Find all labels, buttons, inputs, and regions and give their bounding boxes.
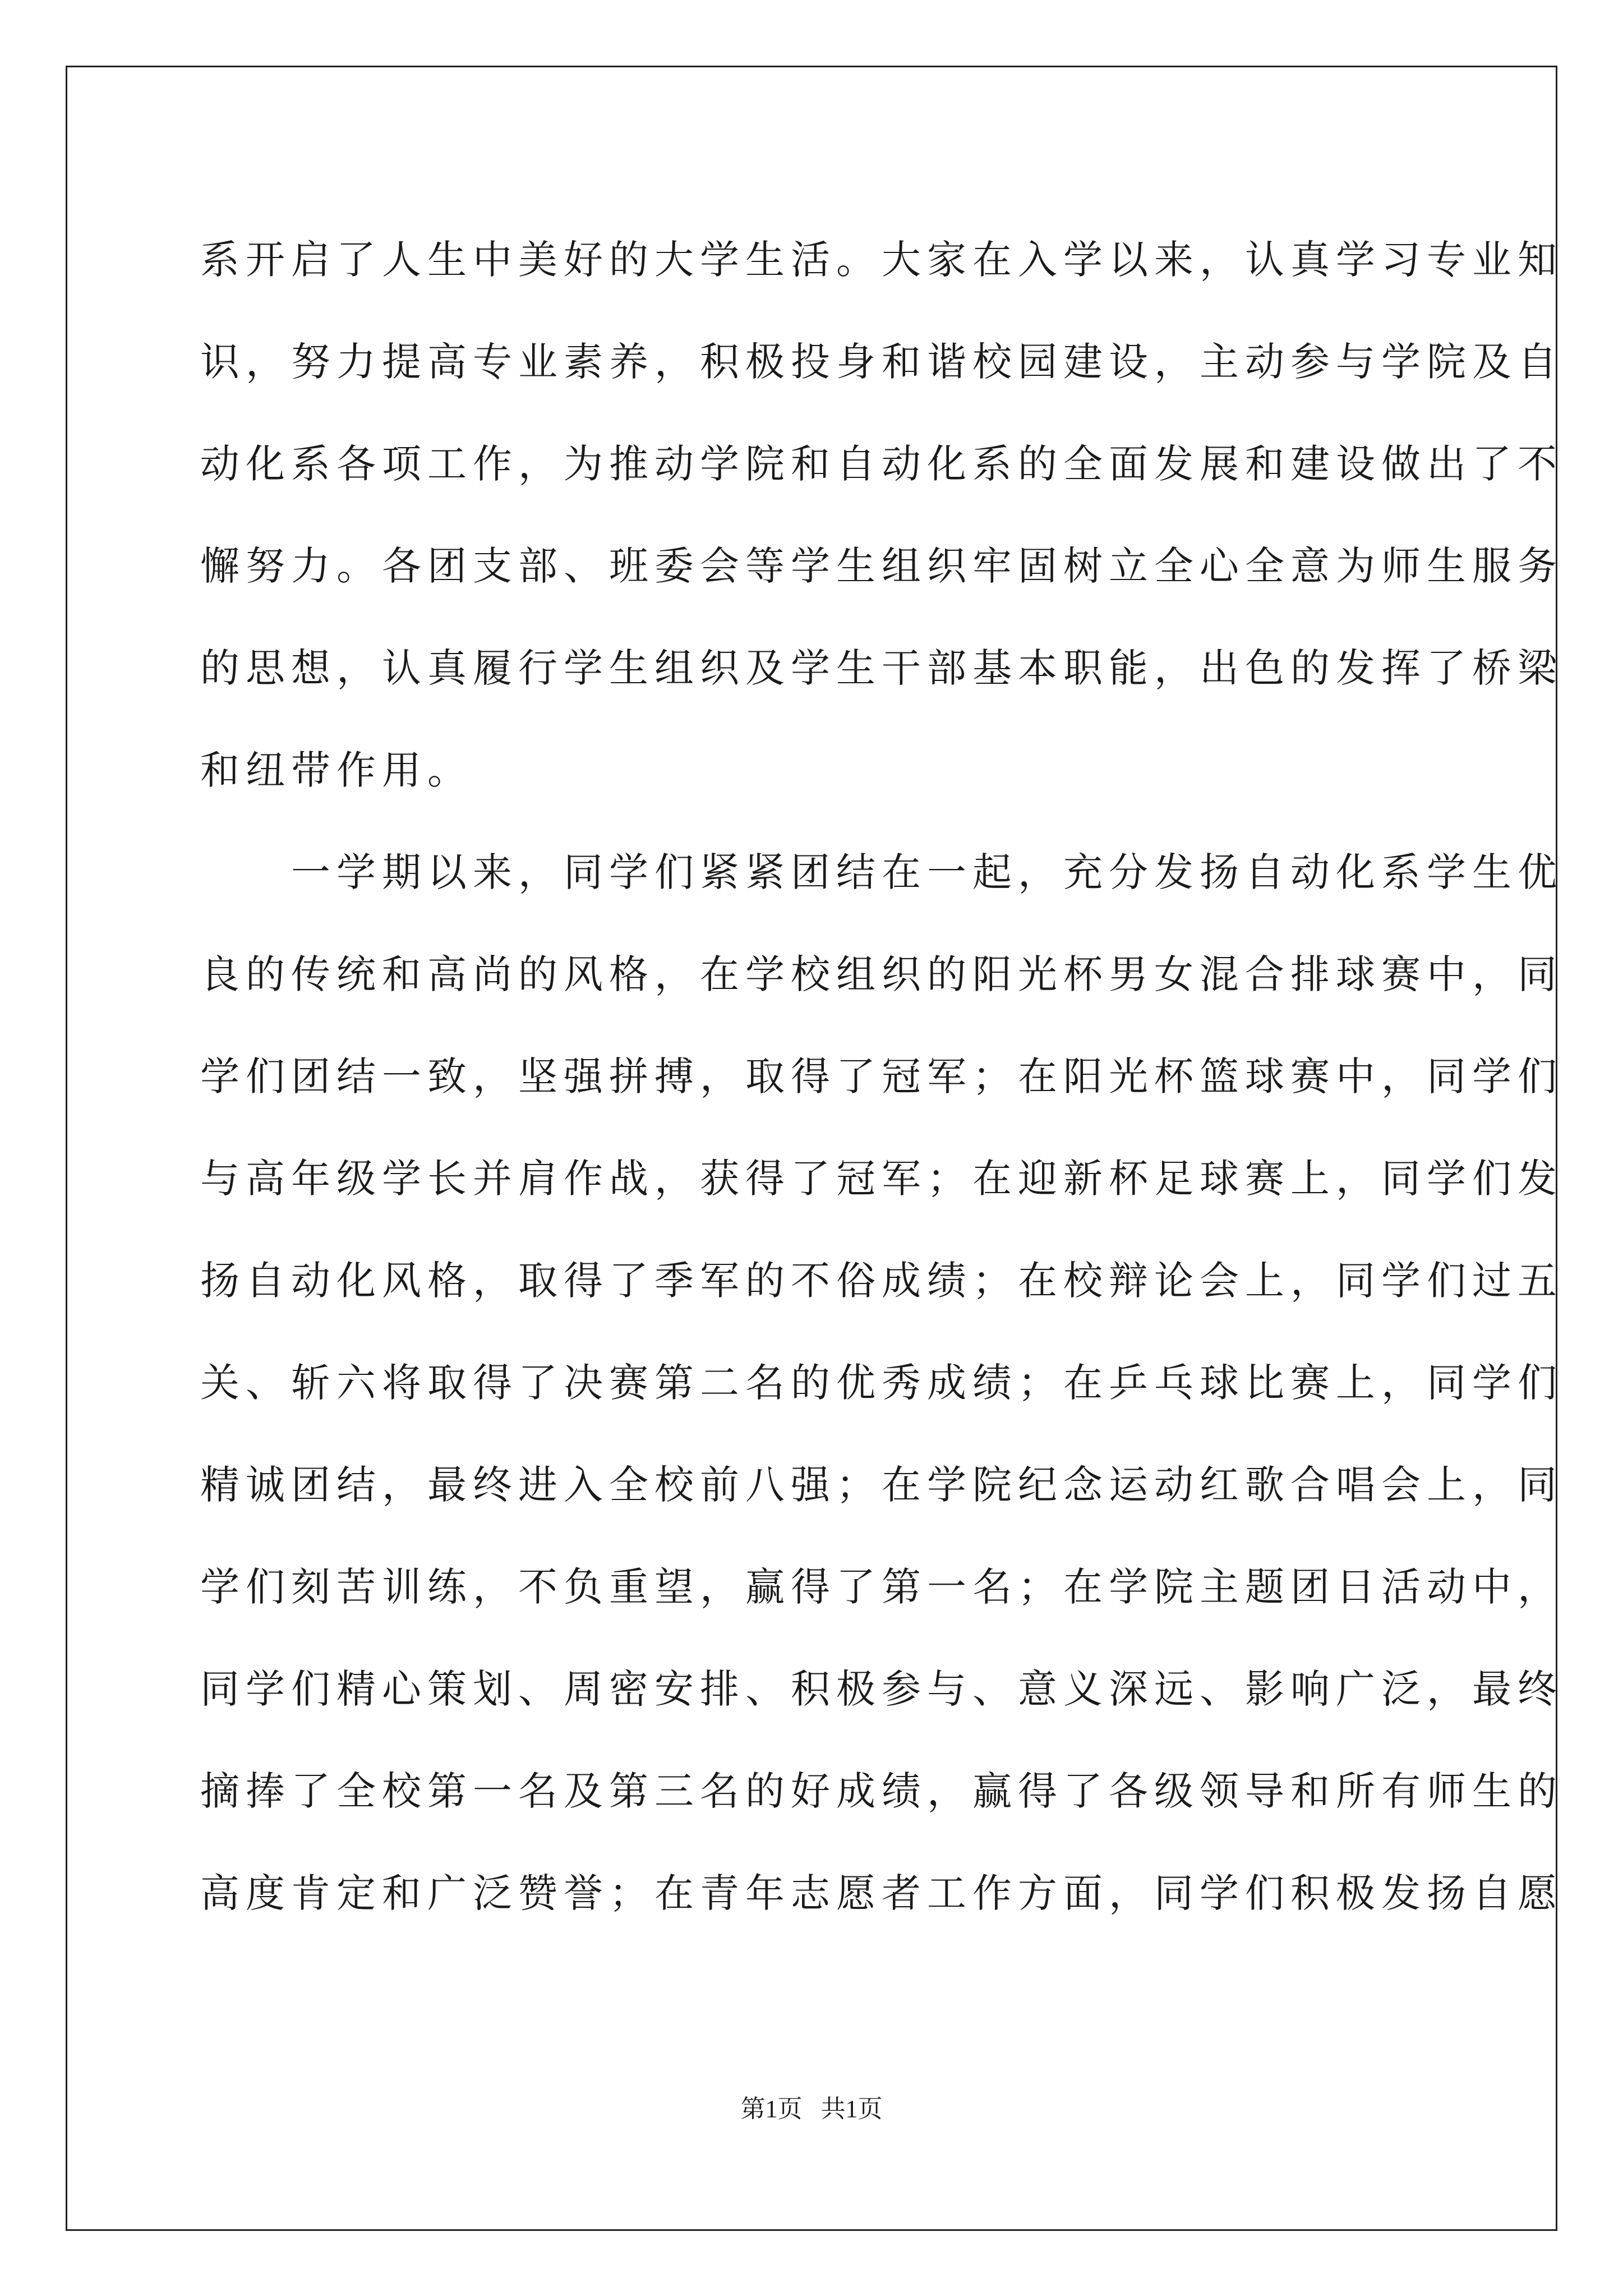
text-line: 关、斩六将取得了决赛第二名的优秀成绩；在乒乓球比赛上，同学们	[200, 1360, 1563, 1406]
text-line: 与高年级学长并肩作战，获得了冠军；在迎新杯足球赛上，同学们发	[200, 1156, 1563, 1202]
document-body	[200, 209, 1563, 1944]
text-line: 良的传统和高尚的风格，在学校组织的阳光杯男女混合排球赛中，同	[200, 951, 1563, 997]
text-line: 高度肯定和广泛赞誉；在青年志愿者工作方面，同学们积极发扬自愿	[200, 1870, 1563, 1916]
text-line: 动化系各项工作，为推动学院和自动化系的全面发展和建设做出了不	[200, 441, 1563, 487]
text-line: 学们团结一致，坚强拼搏，取得了冠军；在阳光杯篮球赛中，同学们	[200, 1053, 1563, 1099]
page-footer	[0, 2092, 1623, 2126]
page-number: 第1页	[740, 2095, 803, 2123]
text-line: 系开启了人生中美好的大学生活。大家在入学以来，认真学习专业知	[200, 237, 1563, 283]
text-line: 的思想，认真履行学生组织及学生干部基本职能，出色的发挥了桥梁	[200, 645, 1563, 691]
text-line: 摘捧了全校第一名及第三名的好成绩，赢得了各级领导和所有师生的	[200, 1768, 1563, 1814]
text-line: 精诚团结，最终进入全校前八强；在学院纪念运动红歌合唱会上，同	[200, 1462, 1563, 1508]
text-line-paragraph-start: 一学期以来，同学们紧紧团结在一起，充分发扬自动化系学生优	[291, 849, 1563, 895]
text-line: 扬自动化风格，取得了季军的不俗成绩；在校辩论会上，同学们过五	[200, 1258, 1563, 1304]
text-line: 和纽带作用。	[200, 747, 473, 793]
text-line: 学们刻苦训练，不负重望，赢得了第一名；在学院主题团日活动中，	[200, 1564, 1563, 1610]
text-line: 识，努力提高专业素养，积极投身和谐校园建设，主动参与学院及自	[200, 339, 1563, 385]
page-total: 共1页	[820, 2095, 883, 2123]
text-line: 懈努力。各团支部、班委会等学生组织牢固树立全心全意为师生服务	[200, 543, 1563, 589]
text-line: 同学们精心策划、周密安排、积极参与、意义深远、影响广泛，最终	[200, 1666, 1563, 1712]
